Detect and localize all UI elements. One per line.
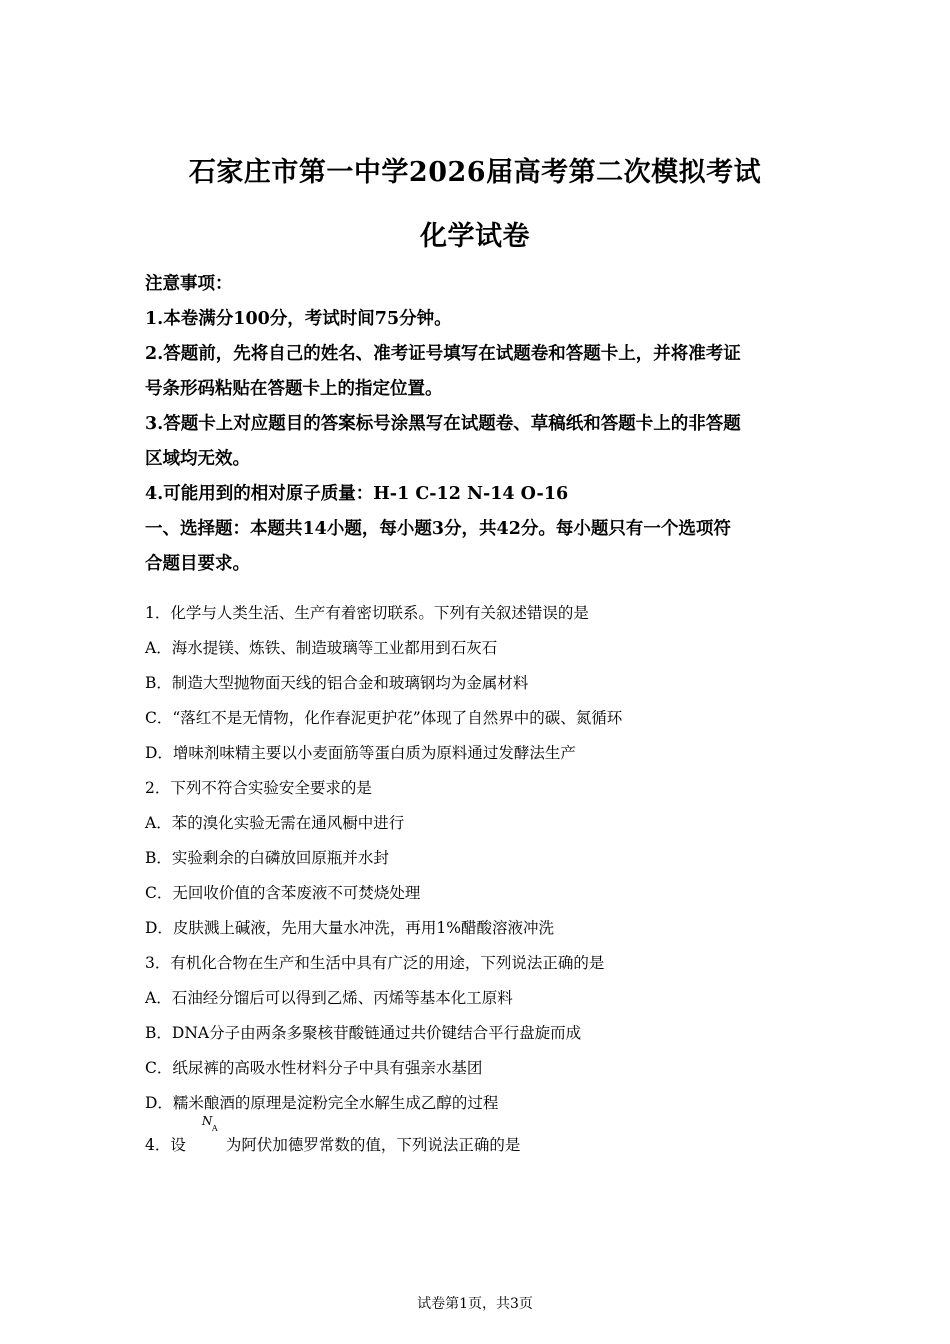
- question-stem: 3．有机化合物在生产和生活中具有广泛的用途，下列说法正确的是: [145, 954, 605, 972]
- avogadro-symbol: [186, 1114, 226, 1150]
- notice-item-2-line-1: 2.答题前，先将自己的姓名、准考证号填写在试题卷和答题卡上，并将准考证: [145, 344, 741, 364]
- question-4-stem: [145, 1114, 521, 1155]
- question-4-prefix: 4．设: [145, 1136, 186, 1154]
- avogadro-symbol-letter: N: [201, 1114, 213, 1128]
- notice-item-2-line-2: 号条形码粘贴在答题卡上的指定位置。: [145, 379, 443, 399]
- notice-item-3-line-2: 区域均无效。: [145, 449, 250, 469]
- question-option: B．DNA分子由两条多聚核苷酸链通过共价键结合平行盘旋而成: [145, 1024, 582, 1042]
- question-option: D．糯米酿酒的原理是淀粉完全水解生成乙醇的过程: [145, 1094, 499, 1112]
- notice-item-3-line-1: 3.答题卡上对应题目的答案标号涂黑写在试题卷、草稿纸和答题卡上的非答题: [145, 414, 741, 434]
- avogadro-symbol-subscript: A: [211, 1124, 218, 1133]
- questions-list: [145, 596, 805, 1121]
- question-option: B．实验剩余的白磷放回原瓶并水封: [145, 849, 389, 867]
- page-footer: 试卷第1页，共3页: [417, 1296, 533, 1312]
- question-option: D．皮肤溅上碱液，先用大量水冲洗，再用1%醋酸溶液冲洗: [145, 919, 555, 937]
- question-option: C．无回收价值的含苯废液不可焚烧处理: [145, 884, 421, 902]
- notice-item-4: 4.可能用到的相对原子质量：H-1 C-12 N-14 O-16: [145, 484, 569, 504]
- question-option: A．苯的溴化实验无需在通风橱中进行: [145, 814, 405, 832]
- exam-subtitle: 化学试卷: [420, 221, 530, 252]
- notice-item-1: 1.本卷满分100分，考试时间75分钟。: [145, 309, 452, 329]
- section-heading-line-1: 一、选择题：本题共14小题，每小题3分，共42分。每小题只有一个选项符: [145, 519, 731, 539]
- notice-section: [145, 267, 805, 582]
- question-option: C．“落红不是无情物，化作春泥更护花”体现了自然界中的碳、氮循环: [145, 709, 623, 727]
- question-stem: 2．下列不符合实验安全要求的是: [145, 779, 372, 797]
- question-option: D．增味剂味精主要以小麦面筋等蛋白质为原料通过发酵法生产: [145, 744, 576, 762]
- question-stem: 1．化学与人类生活、生产有着密切联系。下列有关叙述错误的是: [145, 604, 589, 622]
- question-option: A．海水提镁、炼铁、制造玻璃等工业都用到石灰石: [145, 639, 498, 657]
- question-option: A．石油经分馏后可以得到乙烯、丙烯等基本化工原料: [145, 989, 513, 1007]
- section-heading-line-2: 合题目要求。: [145, 554, 250, 574]
- question-option: B．制造大型抛物面天线的铝合金和玻璃钢均为金属材料: [145, 674, 529, 692]
- notice-heading: 注意事项：: [145, 274, 233, 294]
- question-option: C．纸尿裤的高吸水性材料分子中具有强亲水基团: [145, 1059, 483, 1077]
- exam-title: 石家庄市第一中学2026届高考第二次模拟考试: [188, 157, 762, 188]
- question-4-suffix: 为阿伏加德罗常数的值，下列说法正确的是: [225, 1136, 521, 1154]
